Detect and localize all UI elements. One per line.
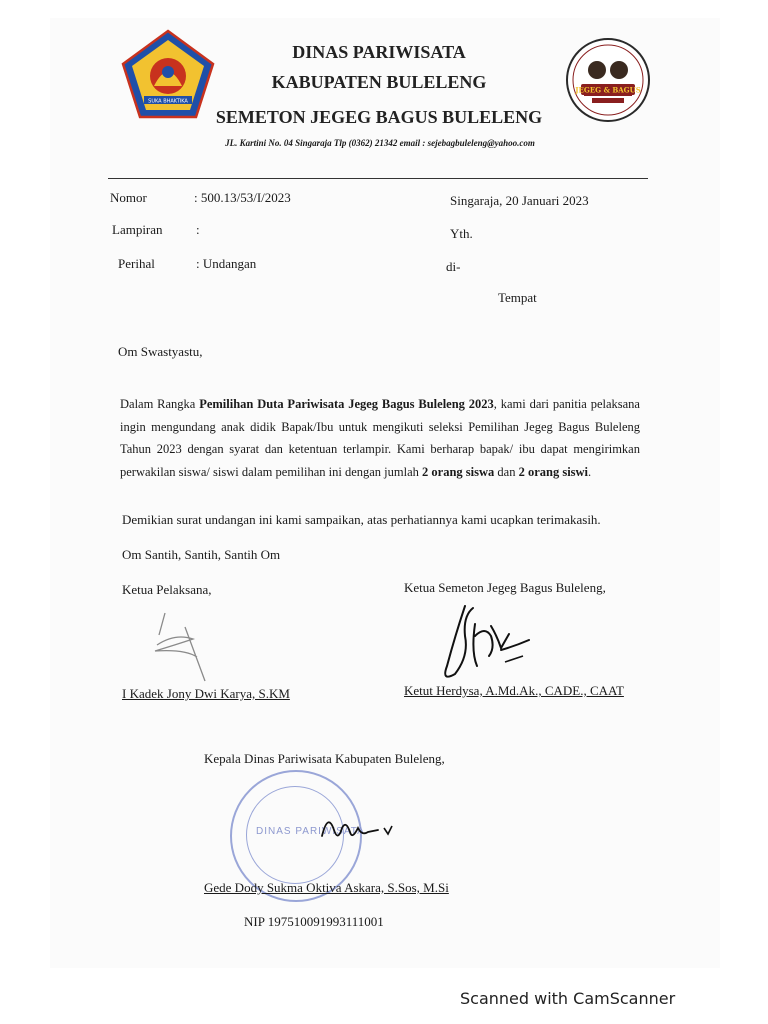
greeting: Om Swastyastu, — [118, 344, 203, 359]
perihal-label: Perihal — [118, 256, 155, 271]
right-signature-graphic — [435, 596, 545, 686]
body-paragraph-2: Demikian surat undangan ini kami sampaikan, atas perhatiannya kami ucapkan terimakasih. — [122, 512, 601, 527]
header-line-dinas: DINAS PARIWISATA — [292, 42, 466, 62]
header-divider — [108, 178, 648, 179]
p1-end: . — [588, 464, 592, 479]
p1-count-siswa: 2 orang siswa — [422, 464, 495, 479]
recipient-di: di- — [446, 259, 461, 274]
left-signature-graphic — [145, 605, 225, 685]
p1-event-name: Pemilihan Duta Pariwisata Jegeg Bagus Buleleng 2023 — [199, 397, 494, 411]
head-signature-graphic — [312, 806, 402, 850]
recipient-tempat: Tempat — [498, 290, 537, 305]
left-signatory-title: Ketua Pelaksana, — [122, 582, 212, 597]
p1-count-siswi: 2 orang siswi — [518, 464, 589, 479]
closing-salutation: Om Santih, Santih, Santih Om — [122, 547, 281, 562]
header-line-semeton: SEMETON JEGEG BAGUS BULELENG — [215, 107, 543, 127]
recipient-yth: Yth. — [450, 226, 473, 241]
body-paragraph-1 — [120, 393, 640, 483]
header-address: JL. Kartini No. 04 Singaraja Tlp (0362) 21342 email : sejebagbuleleng@yahoo.com — [225, 138, 535, 148]
letter-date: Singaraja, 20 Januari 2023 — [450, 193, 589, 208]
p1-main: , kami dari panitia pelaksana ingin mengundang anak didik Bapak/Ibu untuk mengikuti seleksi Pemilihan Jegeg Bagus Buleleng Tahun 2023 dengan syarat dan ketentuan terlampir. Kami berharap bapak/ ibu dapat mengirimkan perwakilan siswa/ siswi dalam pemilihan ini dengan jumlah — [120, 397, 640, 479]
right-signatory-title: Ketua Semeton Jegeg Bagus Buleleng, — [404, 580, 606, 595]
nomor-value: : 500.13/53/I/2023 — [194, 190, 291, 205]
p1-intro: Dalam Rangka — [120, 397, 200, 411]
header-line-kabupaten: KABUPATEN BULELENG — [271, 72, 487, 92]
emblem-ribbon-text: SUKA BHAKTIKA — [148, 98, 188, 105]
perihal-value: : Undangan — [196, 256, 257, 271]
stamp-text: DINAS PARIWISATA — [256, 826, 365, 837]
lampiran-value: : — [196, 222, 200, 237]
head-signatory-title: Kepala Dinas Pariwisata Kabupaten Buleleng, — [204, 751, 445, 766]
right-signatory-name: Ketut Herdysa, A.Md.Ak., CADE., CAAT — [404, 683, 624, 698]
head-signatory-name: Gede Dody Sukma Oktiva Askara, S.Sos, M.Si — [204, 880, 449, 895]
left-signatory-name: I Kadek Jony Dwi Karya, S.KM — [122, 686, 290, 701]
nomor-label: Nomor — [110, 190, 147, 205]
camscanner-watermark: Scanned with CamScanner — [460, 989, 676, 1008]
lampiran-label: Lampiran — [112, 222, 163, 237]
p1-and: dan — [494, 464, 519, 479]
logo-wordmark: JEGEG & BAGUS — [575, 85, 641, 95]
head-signatory-nip: NIP 197510091993111001 — [244, 914, 384, 929]
